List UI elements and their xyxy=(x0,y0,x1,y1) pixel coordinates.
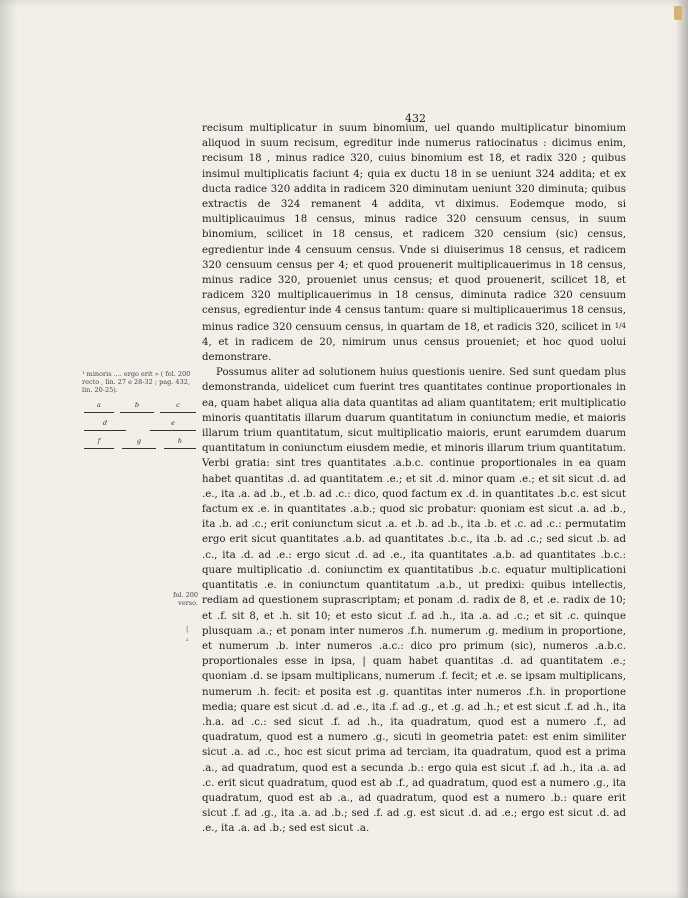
margin-mark-bar: | xyxy=(186,625,189,633)
paragraph-2: Possumus aliter ad solutionem huius questionis uenire. Sed sunt quedam plus demonstranda, uidelicet cum fuerint tres quantitates continue proportionales in ea, quam habet aliqua alia data quantitas ad aliam quantitatem; erit multiplicatio minoris quantitatis illarum duarum quantitatum in coniunctum medie, et maioris illarum trium quantitatum, sicut multiplicatio maioris, erunt earumdem duarum quantitatum in coniunctum eiusdem medie, et minoris illarum trium quantitatum. Verbi gratia: sint tres quantitates .a.b.c. continue proportionales in ea quam habet quantitas .d. ad quantitatem .e.; et sit .d. minor quam .e.; et sit sicut .d. ad .e., ita .a. ad .b., et .b. ad .c.: dico, quod factum ex .d. in quantitates .b.c. est sicut factum ex .e. in quantitates .a.b.; quod sic probatur: quoniam est sicut .a. ad .b., ita .b. ad .c.; erit coniunctum sicut .a. et .b. ad .b., ita .b. et .c. ad .c.: permutatim ergo erit sicut quantitates .a.b. ad quantitates .b.c., ita .b. ad .c.; sed sicut .b. ad .c., ita .d. ad .e.: ergo sicut .d. ad .e., ita quantitates .a.b. ad quantitates .b.c.: quare multiplicatio .d. coniunctim ex quantitatibus .b.c. equatur multiplicationi quantitatis .e. in coniunctum quantitatum .a.b., ut predixi: quibus intellectis, rediam ad questionem suprascriptam; et ponam .d. radix de 8, et .e. radix de 10; et .f. sit 8, et .h. sit 10; et esto sicut .f. ad .h., ita .a. ad .c.; et sit .c. quinque plusquam .a.; et ponam inter numeros .f.h. numerum .g. medium in proportione, et numerum .b. inter numeros .a.c.: dico pro primum (sic), numeros .a.b.c. proportionales esse in ipsa, | quam habet quantitas .d. ad quantitatem .e.; quoniam .d. se ipsam multiplicans, numerum .f. fecit; et .e. se ipsam multiplicans, numerum .h. fecit: et posita est .g. quantitas inter numeros .f.h. in proportione media; quare est sicut .d. ad .e., ita .f. ad .g., et .g. ad .h.; et est sicut .f. ad .h., ita .h.a. ad .c.: sed sicut .f. ad .h., ita quadratum, quod est a numero .f., ad quadratum, quod est a numero .g., sicuti in geometria patet: est enim similiter sicut .a. ad .c., hoc est sicut prima ad terciam, ita quadratum, quod est a prima .a., ad quadratum, quod est a secunda .b.: ergo quia est sicut .f. ad .h., ita .a. ad .c. erit sicut quadratum, quod est ab .f., ad quadratum, quod est a numero .g., ita quadratum, quod est ab .a., ad quadratum, quod est a numero .b.: quare erit sicut .f. ad .g., ita .a. ad .b.; sed .f. ad .g. est sicut .d. ad .e.; ergo est sicut .d. ad .e., ita .a. ad .b.; sed est sicut .a. xyxy=(202,367,626,835)
margin-note-folio: fol. 200 verso. xyxy=(173,591,198,607)
segment-row-fgh xyxy=(84,434,196,452)
segment-label-d: d xyxy=(102,419,108,427)
gutter-shadow xyxy=(0,0,18,898)
paragraph-1 xyxy=(202,121,626,365)
bookmark-tab xyxy=(674,6,682,20)
segment-row-abc xyxy=(84,398,196,416)
segment-label-a: a xyxy=(97,401,101,409)
segment-a xyxy=(84,402,114,413)
segment-b xyxy=(120,402,154,413)
segment-h xyxy=(164,438,196,449)
fraction-denominator: 4 xyxy=(621,321,626,330)
page-edge-shadow xyxy=(676,0,688,898)
segment-label-b: b xyxy=(134,401,140,409)
page-number: 432 xyxy=(405,112,426,125)
segment-label-c: c xyxy=(176,401,180,409)
segment-d xyxy=(84,420,126,431)
segment-f xyxy=(84,438,114,449)
segment-diagram xyxy=(84,398,196,452)
segment-label-f: f xyxy=(97,437,101,445)
segment-label-g: g xyxy=(136,437,142,445)
segment-e xyxy=(150,420,196,431)
segment-g xyxy=(122,438,156,449)
main-text xyxy=(202,121,626,837)
fraction: 1/4 xyxy=(614,321,626,330)
segment-label-e: e xyxy=(171,419,175,427)
fraction-numerator: 1 xyxy=(614,321,620,330)
paragraph-1-text: recisum multiplicatur in suum binomium, uel quando multiplicatur binomium aliquod in suum recisum, egreditur inde numerus ratiocinatus : dicimus enim, recisum 18 , minus radice 320, cuius binomium est 18, et radix 320 ; quibus insimul multiplicatis faciunt 4; quia ex ductu 18 in se ueniunt 324 addita; et ex ducta radice 320 addita in radicem 320 diminutam ueniunt 320 diminuta; quibus extractis de 324 remanent 4 addita, vt diximus. Eodemque modo, si multiplicauimus 18 census, minus radice 320 censuum census, in suum binomium, scilicet in 18 census, et radicem 320 censium (sic) census, egredientur inde 4 censuum census. Vnde si diuiserimus 18 census, et radicem 320 censuum census per 4; et quod prouenerit multiplicauerimus in 18 census, minus radice 320, proueniet unus census; et quod prouenerit, scilicet 18, et radicem 320 multiplicauerimus in 18 census, diminuta radice 320 censuum census, egredientur inde 4 census tantum: quare si multiplicauerimus 18 census, minus radice 320 censuum census, in quartam de 18, et radicis 320, scilicet in xyxy=(202,123,626,333)
segment-c xyxy=(160,402,196,413)
segment-row-de xyxy=(84,416,196,434)
paragraph-1-tail: 4, et in radicem de 20, nimirum unus census proueniet; et hoc quod uolui demonstrare. xyxy=(202,336,626,364)
margin-note-reference: ¹ minoris .... ergo erit » ( fol. 200 recto , lin. 27 e 28-32 ; pag. 432, lin. 20-25). xyxy=(82,370,191,394)
margin-mark-footnote: ² xyxy=(186,637,189,645)
segment-label-h: h xyxy=(177,437,183,445)
